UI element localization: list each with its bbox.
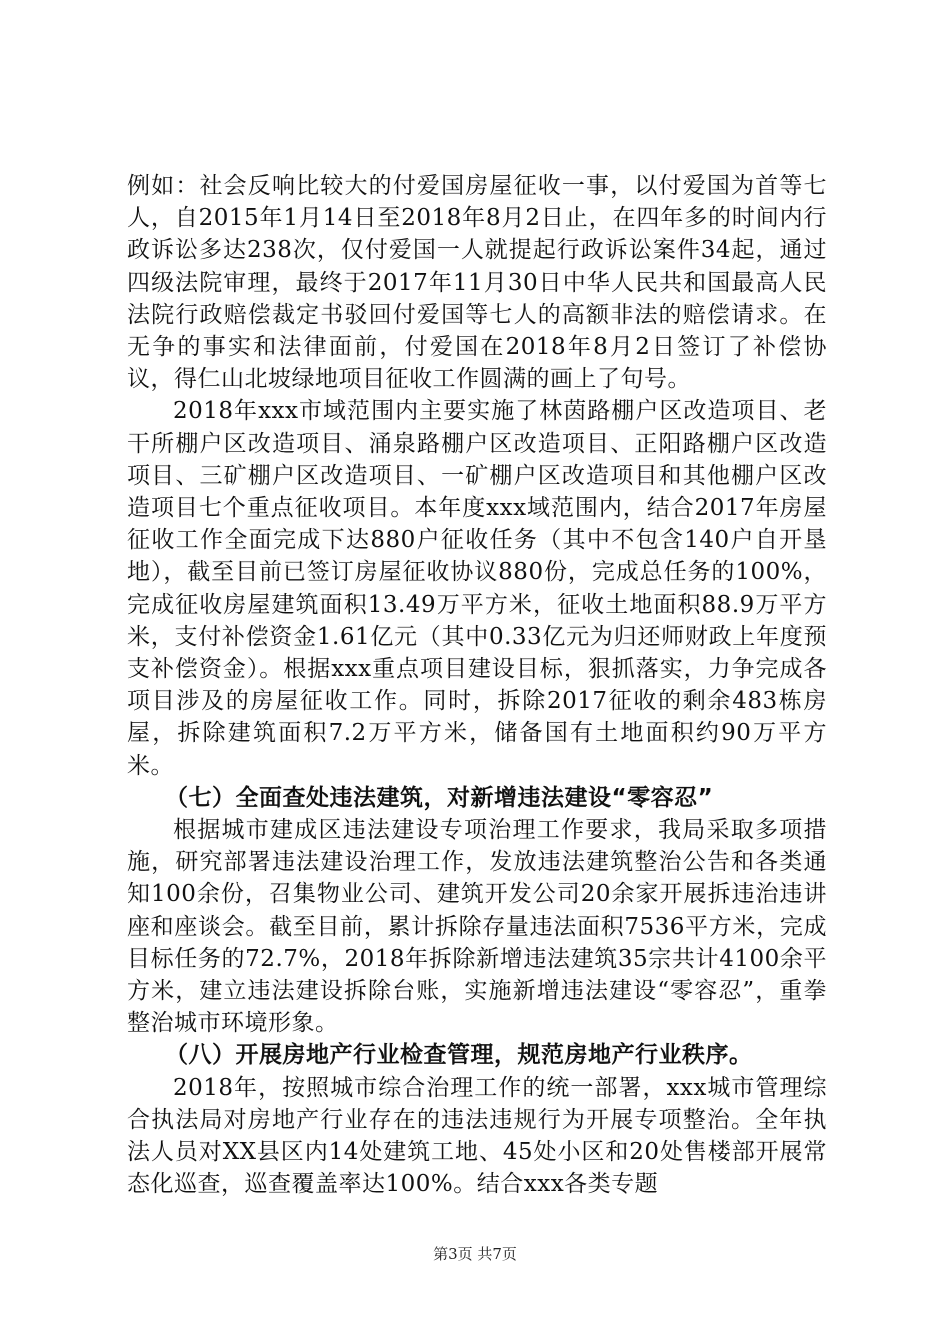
section-heading-7: （七）全面查处违法建筑，对新增违法建设“零容忍” [165,784,714,811]
section-heading-8: （八）开展房地产行业检查管理，规范房地产行业秩序。 [165,1042,753,1069]
document-body [127,170,827,1201]
paragraph-fu-aiguo-case: 例如：社会反响比较大的付爱国房屋征收一事，以付爱国为首等七人，自2015年1月14日至2018年8月2日止，在四年多的时间内行政诉讼多达238次，仅付爱国一人就提起行政诉讼案件34起，通过四级法院审理，最终于2017年11月30日中华人民共和国最高人民法院行政赔偿裁定书驳回付爱国等七人的高额非法的赔偿请求。在无争的事实和法律面前，付爱国在2018年8月2日签订了补偿协议，得仁山北坡绿地项目征收工作圆满的画上了句号。 [127,173,827,393]
page-number-footer: 第3页 共7页 [433,1245,517,1263]
paragraph-expropriation-projects: 2018年xxx市域范围内主要实施了林茵路棚户区改造项目、老干所棚户区改造项目、涌泉路棚户区改造项目、正阳路棚户区改造项目、三矿棚户区改造项目、一矿棚户区改造项目和其他棚户区改造项目七个重点征收项目。本年度xxx域范围内，结合2017年房屋征收工作全面完成下达880户征收任务（其中不包含140户自开垦地），截至目前已签订房屋征收协议880份，完成总任务的100%，完成征收房屋建筑面积13.49万平方米，征收土地面积88.9万平方米，支付补偿资金1.61亿元（其中0.33亿元为归还师财政上年度预支补偿资金）。根据xxx重点项目建设目标，狠抓落实，力争完成各项目涉及的房屋征收工作。同时，拆除2017征收的剩余483栋房屋，拆除建筑面积7.2万平方米，储备国有土地面积约90万平方米。 [127,398,827,779]
paragraph-real-estate-inspection: 2018年，按照城市综合治理工作的统一部署，xxx城市管理综合执法局对房地产行业存在的违法违规行为开展专项整治。全年执法人员对XX县区内14处建筑工地、45处小区和20处售楼部开展常态化巡查，巡查覆盖率达100%。结合xxx各类专题 [127,1074,827,1198]
paragraph-illegal-construction: 根据城市建成区违法建设专项治理工作要求，我局采取多项措施，研究部署违法建设治理工作，发放违法建筑整治公告和各类通知100余份，召集物业公司、建筑开发公司20余家开展拆违治违讲座和座谈会。截至目前，累计拆除存量违法面积7536平方米，完成目标任务的72.7%，2018年拆除新增违法建筑35宗共计4100余平方米，建立违法建设拆除台账，实施新增违法建设“零容忍”，重拳整治城市环境形象。 [127,817,827,1037]
